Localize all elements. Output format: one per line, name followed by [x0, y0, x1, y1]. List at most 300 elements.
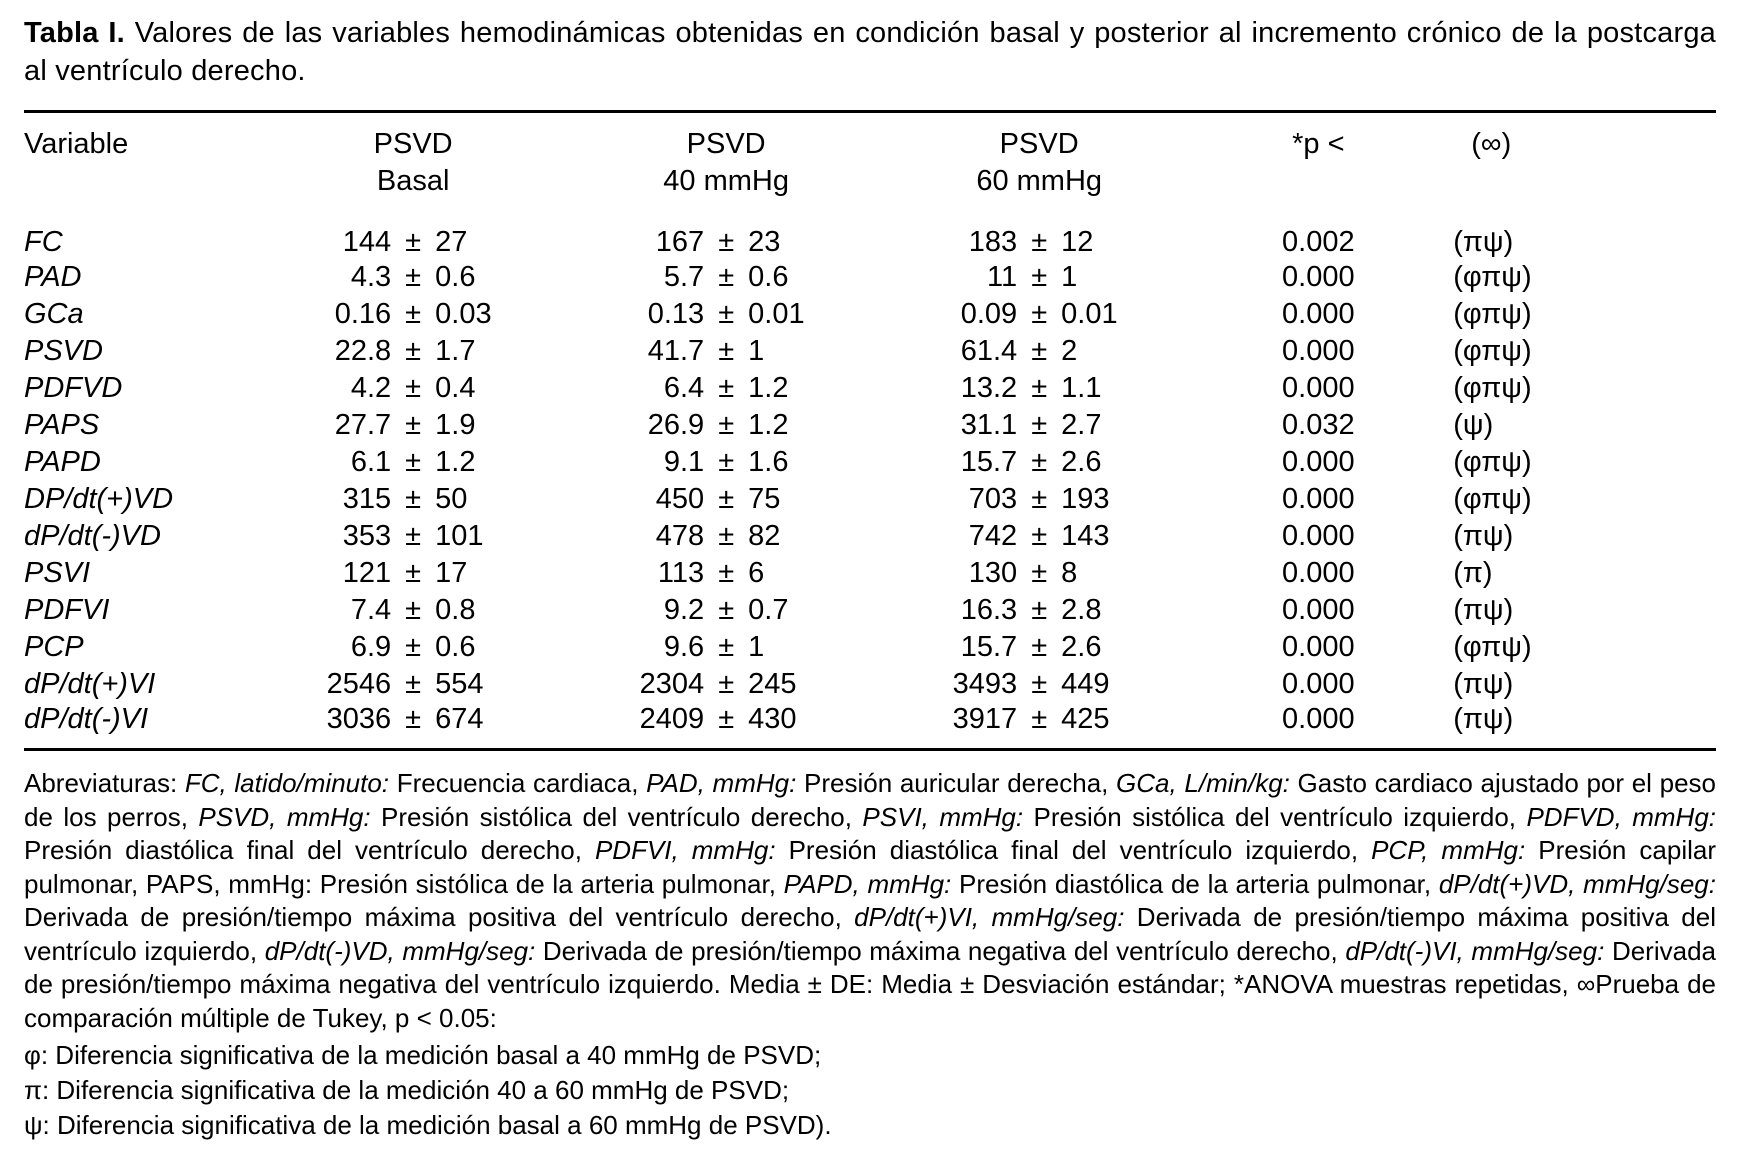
mean-value: 6.9	[350, 631, 392, 663]
column-header-40mmhg-line2: 40 mmHg	[663, 165, 789, 197]
measurement-cell	[261, 666, 566, 703]
p-value-cell: 0.000	[1282, 372, 1355, 404]
p-value-cell: 0.000	[1282, 520, 1355, 552]
significance-cell: (φπψ)	[1453, 631, 1532, 663]
table-row	[24, 296, 1716, 333]
measurement-cell	[887, 666, 1192, 703]
mean-sd-value	[565, 557, 886, 590]
mean-sd-value	[261, 703, 566, 736]
table-row	[24, 629, 1716, 666]
mean-sd-value	[887, 372, 1192, 405]
plus-minus-symbol: ±	[405, 520, 422, 552]
plus-minus-symbol: ±	[718, 557, 735, 589]
mean-sd-value	[887, 557, 1192, 590]
mean-sd-value	[565, 226, 886, 259]
mean-sd-value	[887, 631, 1192, 664]
plus-minus-symbol: ±	[718, 226, 735, 258]
mean-value: 9.2	[663, 594, 705, 626]
table-title-text: Valores de las variables hemodinámicas obtenidas en condición basal y posterior al incremento crónico de la postcarga al ventrículo derecho.	[24, 17, 1716, 87]
table-row	[24, 444, 1716, 481]
significance-cell: (πψ)	[1453, 594, 1514, 626]
measurement-cell	[565, 370, 886, 407]
measurement-cell	[565, 592, 886, 629]
abbreviation-term: dP/dt(-)VD, mmHg/seg:	[264, 935, 536, 966]
plus-minus-symbol: ±	[1031, 668, 1048, 700]
mean-value: 130	[968, 557, 1018, 589]
sd-value: 23	[748, 226, 781, 258]
sd-value: 1	[1061, 261, 1078, 293]
abbreviation-text: Gasto cardiaco ajustado por el peso de los perros,	[24, 768, 1716, 832]
measurement-cell	[565, 296, 886, 333]
mean-sd-value	[887, 446, 1192, 479]
abbreviation-text: Derivada de presión/tiempo máxima negativa del ventrículo izquierdo. Media ± DE: Media ± Desviación estándar; *ANOVA muestras repetidas, ∞Prueba de comparación múltiple de Tukey, p < 0.05:	[24, 935, 1717, 1033]
mean-sd-value	[565, 261, 886, 294]
mean-value: 2409	[639, 703, 705, 735]
sd-value: 674	[435, 703, 484, 735]
plus-minus-symbol: ±	[1031, 226, 1048, 258]
table-row	[24, 518, 1716, 555]
plus-minus-symbol: ±	[718, 703, 735, 735]
significance-cell: (πψ)	[1453, 226, 1514, 258]
mean-sd-value	[887, 520, 1192, 553]
table-row	[24, 666, 1716, 703]
mean-value: 167	[655, 226, 705, 258]
abbreviation-text: Derivada de presión/tiempo máxima positiva del ventrículo izquierdo,	[24, 902, 1716, 966]
variable-cell: DP/dt(+)VD	[24, 483, 174, 515]
measurement-cell	[887, 592, 1192, 629]
sd-value: 50	[435, 483, 468, 515]
sd-value: 1	[748, 335, 765, 367]
variable-cell: PSVI	[24, 557, 91, 589]
mean-sd-value	[887, 483, 1192, 516]
mean-value: 315	[342, 483, 392, 515]
variable-cell: dP/dt(-)VD	[24, 520, 161, 552]
p-value-cell: 0.000	[1282, 298, 1355, 330]
mean-value: 144	[342, 226, 392, 258]
plus-minus-symbol: ±	[1031, 409, 1048, 441]
sd-value: 1.6	[748, 446, 789, 478]
mean-value: 450	[655, 483, 705, 515]
abbreviation-text: Presión sistólica del ventrículo izquierdo,	[1023, 801, 1527, 832]
significance-cell: (πψ)	[1453, 668, 1514, 700]
abbreviation-term: PSVD, mmHg:	[198, 801, 371, 832]
sd-value: 143	[1061, 520, 1110, 552]
variable-cell: GCa	[24, 298, 84, 330]
significance-cell: (φπψ)	[1453, 372, 1532, 404]
plus-minus-symbol: ±	[1031, 372, 1048, 404]
sd-value: 0.6	[435, 261, 476, 293]
measurement-cell	[887, 703, 1192, 748]
plus-minus-symbol: ±	[1031, 557, 1048, 589]
plus-minus-symbol: ±	[405, 668, 422, 700]
table-row	[24, 555, 1716, 592]
sd-value: 245	[748, 668, 797, 700]
plus-minus-symbol: ±	[718, 409, 735, 441]
table-row	[24, 592, 1716, 629]
mean-sd-value	[261, 372, 566, 405]
p-value-cell: 0.000	[1282, 335, 1355, 367]
abbreviation-term: PSVI, mmHg:	[862, 801, 1024, 832]
mean-value: 27.7	[334, 409, 392, 441]
abbreviation-term: PAPD, mmHg:	[783, 868, 952, 899]
sd-value: 0.01	[1061, 298, 1118, 330]
column-header-basal	[261, 113, 566, 216]
sd-value: 1.2	[748, 372, 789, 404]
mean-value: 2546	[326, 668, 392, 700]
plus-minus-symbol: ±	[718, 446, 735, 478]
plus-minus-symbol: ±	[718, 668, 735, 700]
mean-value: 11	[987, 261, 1018, 293]
significance-cell: (πψ)	[1453, 703, 1514, 735]
measurement-cell	[261, 629, 566, 666]
table-header	[24, 113, 1716, 216]
column-header-60mmhg	[887, 113, 1192, 216]
mean-value: 703	[968, 483, 1018, 515]
measurement-cell	[565, 444, 886, 481]
mean-value: 353	[342, 520, 392, 552]
mean-sd-value	[261, 483, 566, 516]
measurement-cell	[261, 216, 566, 259]
variable-cell: PAPS	[24, 409, 100, 441]
measurement-cell	[887, 333, 1192, 370]
plus-minus-symbol: ±	[405, 226, 422, 258]
sd-value: 1.1	[1061, 372, 1102, 404]
significance-cell: (φπψ)	[1453, 298, 1532, 330]
abbreviation-term: PCP, mmHg:	[1371, 835, 1526, 865]
table-footer	[24, 767, 1716, 1143]
mean-sd-value	[565, 668, 886, 701]
mean-value: 0.16	[334, 298, 392, 330]
plus-minus-symbol: ±	[1031, 446, 1048, 478]
sd-value: 101	[435, 520, 484, 552]
variable-cell: PDFVD	[24, 372, 123, 404]
abbreviations-paragraph	[24, 767, 1716, 1035]
variable-cell: FC	[24, 226, 63, 258]
plus-minus-symbol: ±	[718, 483, 735, 515]
variable-cell: dP/dt(+)VI	[24, 668, 156, 700]
p-value-cell: 0.000	[1282, 261, 1355, 293]
mean-value: 4.2	[350, 372, 392, 404]
mean-value: 9.1	[663, 446, 705, 478]
p-value-cell: 0.002	[1282, 226, 1355, 258]
plus-minus-symbol: ±	[405, 409, 422, 441]
measurement-cell	[887, 370, 1192, 407]
measurement-cell	[261, 592, 566, 629]
plus-minus-symbol: ±	[405, 594, 422, 626]
measurement-cell	[261, 555, 566, 592]
variable-cell: PCP	[24, 631, 84, 663]
measurement-cell	[565, 481, 886, 518]
sd-value: 1.2	[748, 409, 789, 441]
abbreviation-term: dP/dt(+)VD, mmHg/seg:	[1438, 868, 1716, 899]
plus-minus-symbol: ±	[405, 298, 422, 330]
mean-sd-value	[887, 298, 1192, 331]
table-title-label: Tabla I.	[24, 17, 125, 49]
abbreviation-text: Derivada de presión/tiempo máxima negativa del ventrículo derecho,	[535, 935, 1346, 966]
plus-minus-symbol: ±	[405, 372, 422, 404]
p-value-cell: 0.000	[1282, 557, 1355, 589]
measurement-cell	[261, 259, 566, 296]
plus-minus-symbol: ±	[405, 703, 422, 735]
sd-value: 554	[435, 668, 484, 700]
abbreviation-text: Abreviaturas:	[24, 768, 185, 798]
abbreviation-term: dP/dt(+)VI, mmHg/seg:	[854, 902, 1125, 932]
header-row	[24, 113, 1716, 216]
abbreviation-text: Presión diastólica de la arteria pulmonar,	[951, 868, 1439, 899]
table-body	[24, 216, 1716, 748]
bottom-rule	[24, 748, 1716, 751]
mean-sd-value	[261, 298, 566, 331]
mean-value: 3917	[952, 703, 1018, 735]
measurement-cell	[887, 444, 1192, 481]
mean-value: 3493	[952, 668, 1018, 700]
sd-value: 1	[748, 631, 765, 663]
abbreviation-term: FC, latido/minuto:	[184, 768, 390, 798]
plus-minus-symbol: ±	[1031, 631, 1048, 663]
abbreviation-text: Presión capilar pulmonar, PAPS, mmHg: Presión sistólica de la arteria pulmonar,	[24, 835, 1717, 899]
mean-value: 0.09	[960, 298, 1018, 330]
measurement-cell	[261, 444, 566, 481]
footnote-phi: φ: Diferencia significativa de la medición basal a 40 mmHg de PSVD;	[24, 1040, 822, 1070]
plus-minus-symbol: ±	[1031, 520, 1048, 552]
abbreviation-term: PAD, mmHg:	[646, 768, 797, 798]
plus-minus-symbol: ±	[718, 298, 735, 330]
mean-value: 0.13	[647, 298, 705, 330]
measurement-cell	[261, 296, 566, 333]
mean-sd-value	[261, 520, 566, 553]
mean-value: 15.7	[960, 631, 1018, 663]
measurement-cell	[261, 407, 566, 444]
mean-sd-value	[565, 631, 886, 664]
sd-value: 2.7	[1061, 409, 1102, 441]
table-row	[24, 703, 1716, 748]
mean-value: 5.7	[663, 261, 705, 293]
measurement-cell	[261, 370, 566, 407]
mean-sd-value	[565, 703, 886, 736]
mean-value: 16.3	[960, 594, 1018, 626]
mean-sd-value	[887, 703, 1192, 736]
sd-value: 430	[748, 703, 797, 735]
measurement-cell	[887, 216, 1192, 259]
abbreviation-term: PDFVI, mmHg:	[594, 835, 776, 865]
measurement-cell	[261, 481, 566, 518]
mean-sd-value	[887, 668, 1192, 701]
sd-value: 75	[748, 483, 781, 515]
sd-value: 0.8	[435, 594, 476, 626]
mean-sd-value	[565, 594, 886, 627]
p-value-cell: 0.032	[1282, 409, 1355, 441]
mean-value: 742	[968, 520, 1018, 552]
sd-value: 2	[1061, 335, 1078, 367]
sd-value: 425	[1061, 703, 1110, 735]
table-row	[24, 259, 1716, 296]
mean-sd-value	[261, 594, 566, 627]
significance-cell: (φπψ)	[1453, 335, 1532, 367]
variable-cell: dP/dt(-)VI	[24, 703, 149, 735]
sd-value: 17	[435, 557, 468, 589]
variable-cell: PAPD	[24, 446, 101, 478]
plus-minus-symbol: ±	[405, 446, 422, 478]
column-header-pvalue: *p <	[1292, 128, 1345, 160]
mean-sd-value	[261, 631, 566, 664]
table-row	[24, 216, 1716, 259]
plus-minus-symbol: ±	[1031, 703, 1048, 735]
mean-sd-value	[887, 335, 1192, 368]
sd-value: 12	[1061, 226, 1094, 258]
mean-sd-value	[565, 409, 886, 442]
sd-value: 0.4	[435, 372, 476, 404]
mean-value: 7.4	[350, 594, 392, 626]
measurement-cell	[261, 333, 566, 370]
abbreviation-term: dP/dt(-)VI, mmHg/seg:	[1345, 935, 1605, 966]
sd-value: 1.9	[435, 409, 476, 441]
significance-cell: (φπψ)	[1453, 483, 1532, 515]
sd-value: 2.8	[1061, 594, 1102, 626]
measurement-cell	[887, 259, 1192, 296]
mean-sd-value	[261, 226, 566, 259]
mean-value: 6.4	[663, 372, 705, 404]
sd-value: 1.7	[435, 335, 476, 367]
plus-minus-symbol: ±	[1031, 261, 1048, 293]
mean-value: 121	[342, 557, 392, 589]
mean-value: 9.6	[663, 631, 705, 663]
measurement-cell	[565, 216, 886, 259]
footnote-pi: π: Diferencia significativa de la medición 40 a 60 mmHg de PSVD;	[24, 1075, 790, 1105]
column-header-60mmhg-line2: 60 mmHg	[976, 165, 1103, 197]
plus-minus-symbol: ±	[718, 335, 735, 367]
column-header-basal-line1: PSVD	[373, 128, 453, 160]
abbreviation-term: GCa, L/min/kg:	[1116, 768, 1290, 798]
measurement-cell	[887, 481, 1192, 518]
footnote-psi: ψ: Diferencia significativa de la medición basal a 60 mmHg de PSVD).	[24, 1110, 832, 1140]
plus-minus-symbol: ±	[405, 557, 422, 589]
footnotes	[24, 1038, 1716, 1143]
measurement-cell	[565, 259, 886, 296]
significance-cell: (φπψ)	[1453, 446, 1532, 478]
measurement-cell	[565, 407, 886, 444]
mean-value: 41.7	[647, 335, 705, 367]
mean-value: 31.1	[960, 409, 1018, 441]
plus-minus-symbol: ±	[1031, 594, 1048, 626]
p-value-cell: 0.000	[1282, 631, 1355, 663]
mean-sd-value	[887, 261, 1192, 294]
table-row	[24, 370, 1716, 407]
table-title	[24, 14, 1716, 90]
sd-value: 1.2	[435, 446, 476, 478]
mean-sd-value	[261, 261, 566, 294]
sd-value: 0.01	[748, 298, 805, 330]
mean-sd-value	[565, 520, 886, 553]
measurement-cell	[565, 629, 886, 666]
abbreviation-text: Derivada de presión/tiempo máxima positiva del ventrículo derecho,	[24, 902, 855, 932]
abbreviation-term: PDFVD, mmHg:	[1526, 801, 1717, 832]
plus-minus-symbol: ±	[718, 520, 735, 552]
sd-value: 193	[1061, 483, 1110, 515]
table-row	[24, 407, 1716, 444]
sd-value: 0.6	[748, 261, 789, 293]
plus-minus-symbol: ±	[718, 372, 735, 404]
sd-value: 27	[435, 226, 468, 258]
column-header-variable: Variable	[24, 128, 129, 160]
p-value-cell: 0.000	[1282, 703, 1355, 735]
table-row	[24, 333, 1716, 370]
column-header-40mmhg	[565, 113, 886, 216]
mean-value: 13.2	[960, 372, 1018, 404]
mean-sd-value	[565, 335, 886, 368]
sd-value: 2.6	[1061, 631, 1102, 663]
mean-value: 22.8	[334, 335, 392, 367]
measurement-cell	[261, 703, 566, 748]
sd-value: 8	[1061, 557, 1078, 589]
column-header-40mmhg-line1: PSVD	[686, 128, 766, 160]
plus-minus-symbol: ±	[405, 483, 422, 515]
mean-value: 3036	[326, 703, 392, 735]
mean-sd-value	[565, 298, 886, 331]
sd-value: 0.7	[748, 594, 789, 626]
sd-value: 0.03	[435, 298, 492, 330]
column-header-significance: (∞)	[1471, 128, 1512, 160]
p-value-cell: 0.000	[1282, 446, 1355, 478]
mean-value: 113	[657, 557, 705, 589]
plus-minus-symbol: ±	[405, 631, 422, 663]
sd-value: 449	[1061, 668, 1110, 700]
p-value-cell: 0.000	[1282, 668, 1355, 700]
mean-value: 26.9	[647, 409, 705, 441]
measurement-cell	[887, 407, 1192, 444]
mean-sd-value	[887, 226, 1192, 259]
p-value-cell: 0.000	[1282, 594, 1355, 626]
abbreviation-text: Presión diastólica final del ventrículo derecho,	[24, 835, 595, 865]
abbreviation-text: Presión auricular derecha,	[796, 768, 1117, 798]
plus-minus-symbol: ±	[718, 631, 735, 663]
measurement-cell	[261, 518, 566, 555]
mean-value: 15.7	[960, 446, 1018, 478]
mean-sd-value	[887, 594, 1192, 627]
column-header-basal-line2: Basal	[376, 165, 450, 197]
mean-value: 4.3	[350, 261, 392, 293]
measurement-cell	[565, 555, 886, 592]
significance-cell: (φπψ)	[1453, 261, 1532, 293]
measurement-cell	[565, 333, 886, 370]
plus-minus-symbol: ±	[1031, 335, 1048, 367]
measurement-cell	[887, 518, 1192, 555]
mean-sd-value	[261, 668, 566, 701]
mean-value: 6.1	[350, 446, 392, 478]
mean-sd-value	[261, 446, 566, 479]
sd-value: 0.6	[435, 631, 476, 663]
sd-value: 82	[748, 520, 781, 552]
mean-sd-value	[565, 483, 886, 516]
significance-cell: (πψ)	[1453, 520, 1514, 552]
abbreviation-text: Frecuencia cardiaca,	[389, 768, 647, 798]
mean-value: 183	[968, 226, 1018, 258]
p-value-cell: 0.000	[1282, 483, 1355, 515]
significance-cell: (π)	[1453, 557, 1493, 589]
hemodynamics-table	[24, 113, 1716, 748]
plus-minus-symbol: ±	[1031, 298, 1048, 330]
mean-value: 2304	[639, 668, 705, 700]
measurement-cell	[887, 296, 1192, 333]
mean-sd-value	[565, 372, 886, 405]
abbreviation-text: Presión diastólica final del ventrículo izquierdo,	[775, 835, 1372, 865]
column-header-60mmhg-line1: PSVD	[999, 128, 1079, 160]
mean-value: 61.4	[960, 335, 1018, 367]
plus-minus-symbol: ±	[405, 335, 422, 367]
variable-cell: PDFVI	[24, 594, 110, 626]
plus-minus-symbol: ±	[405, 261, 422, 293]
mean-value: 478	[655, 520, 705, 552]
sd-value: 2.6	[1061, 446, 1102, 478]
